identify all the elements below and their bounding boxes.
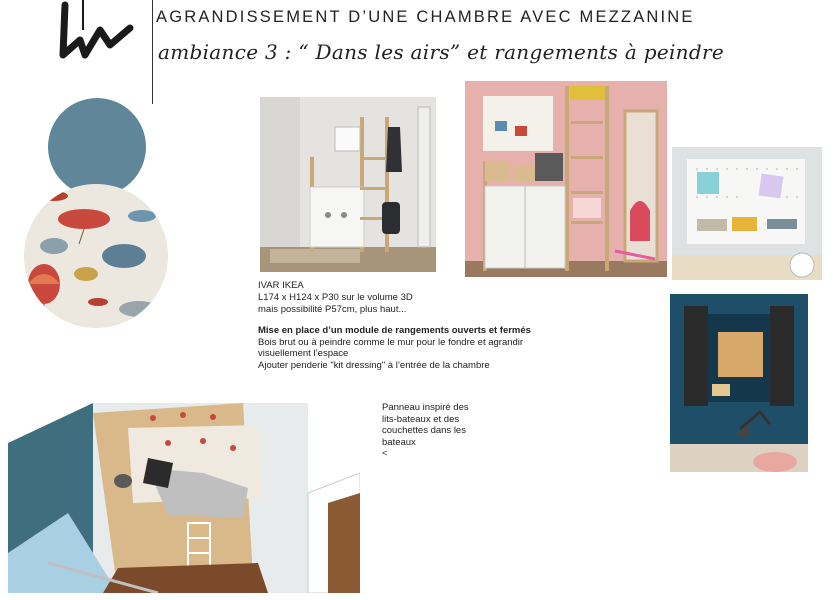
- storage-line: visuellement l’espace: [258, 348, 349, 359]
- storage-line: Ajouter penderie "kit dressing" à l’entrée de la chambre: [258, 359, 490, 371]
- logo-icon: [55, 0, 135, 70]
- ivar-specs: [258, 280, 413, 316]
- pink-room-shelves-photo: [465, 81, 667, 277]
- color-swatch-blue: [48, 98, 146, 196]
- panel-note-line: lits-bateaux et des: [382, 413, 460, 425]
- page-title: AGRANDISSEMENT D’UNE CHAMBRE AVEC MEZZANINE: [156, 8, 695, 26]
- divider-line: [152, 0, 153, 104]
- ivar-spec-line: L174 x H124 x P30 sur le volume 3D: [258, 292, 413, 303]
- storage-line: Bois brut ou à peindre comme le mur pour le fondre et agrandir: [258, 336, 524, 348]
- ivar-spec-line: mais possibilité P57cm, plus haut...: [258, 304, 407, 315]
- panel-note-line: couchettes dans les: [382, 425, 466, 436]
- storage-description: [258, 325, 531, 371]
- ivar-spec-line: IVAR IKEA: [258, 280, 304, 291]
- panel-note-line: <: [382, 448, 388, 459]
- ivar-shelf-photo: [260, 97, 436, 272]
- blue-wall-desk-photo: [670, 294, 808, 472]
- pegboard-photo: [672, 147, 822, 280]
- panel-note-line: bateaux: [382, 436, 416, 448]
- storage-heading: Mise en place d’un module de rangements ouverts et fermés: [258, 325, 531, 336]
- panel-note-line: Panneau inspiré des: [382, 402, 469, 413]
- page-subtitle: ambiance 3 : “ Dans les airs” et rangements à peindre: [158, 40, 724, 64]
- mezzanine-3d-render: [8, 403, 360, 593]
- balloon-pattern-image: [24, 184, 168, 328]
- panel-note: [382, 402, 482, 460]
- wallpaper-swatch: [24, 184, 168, 328]
